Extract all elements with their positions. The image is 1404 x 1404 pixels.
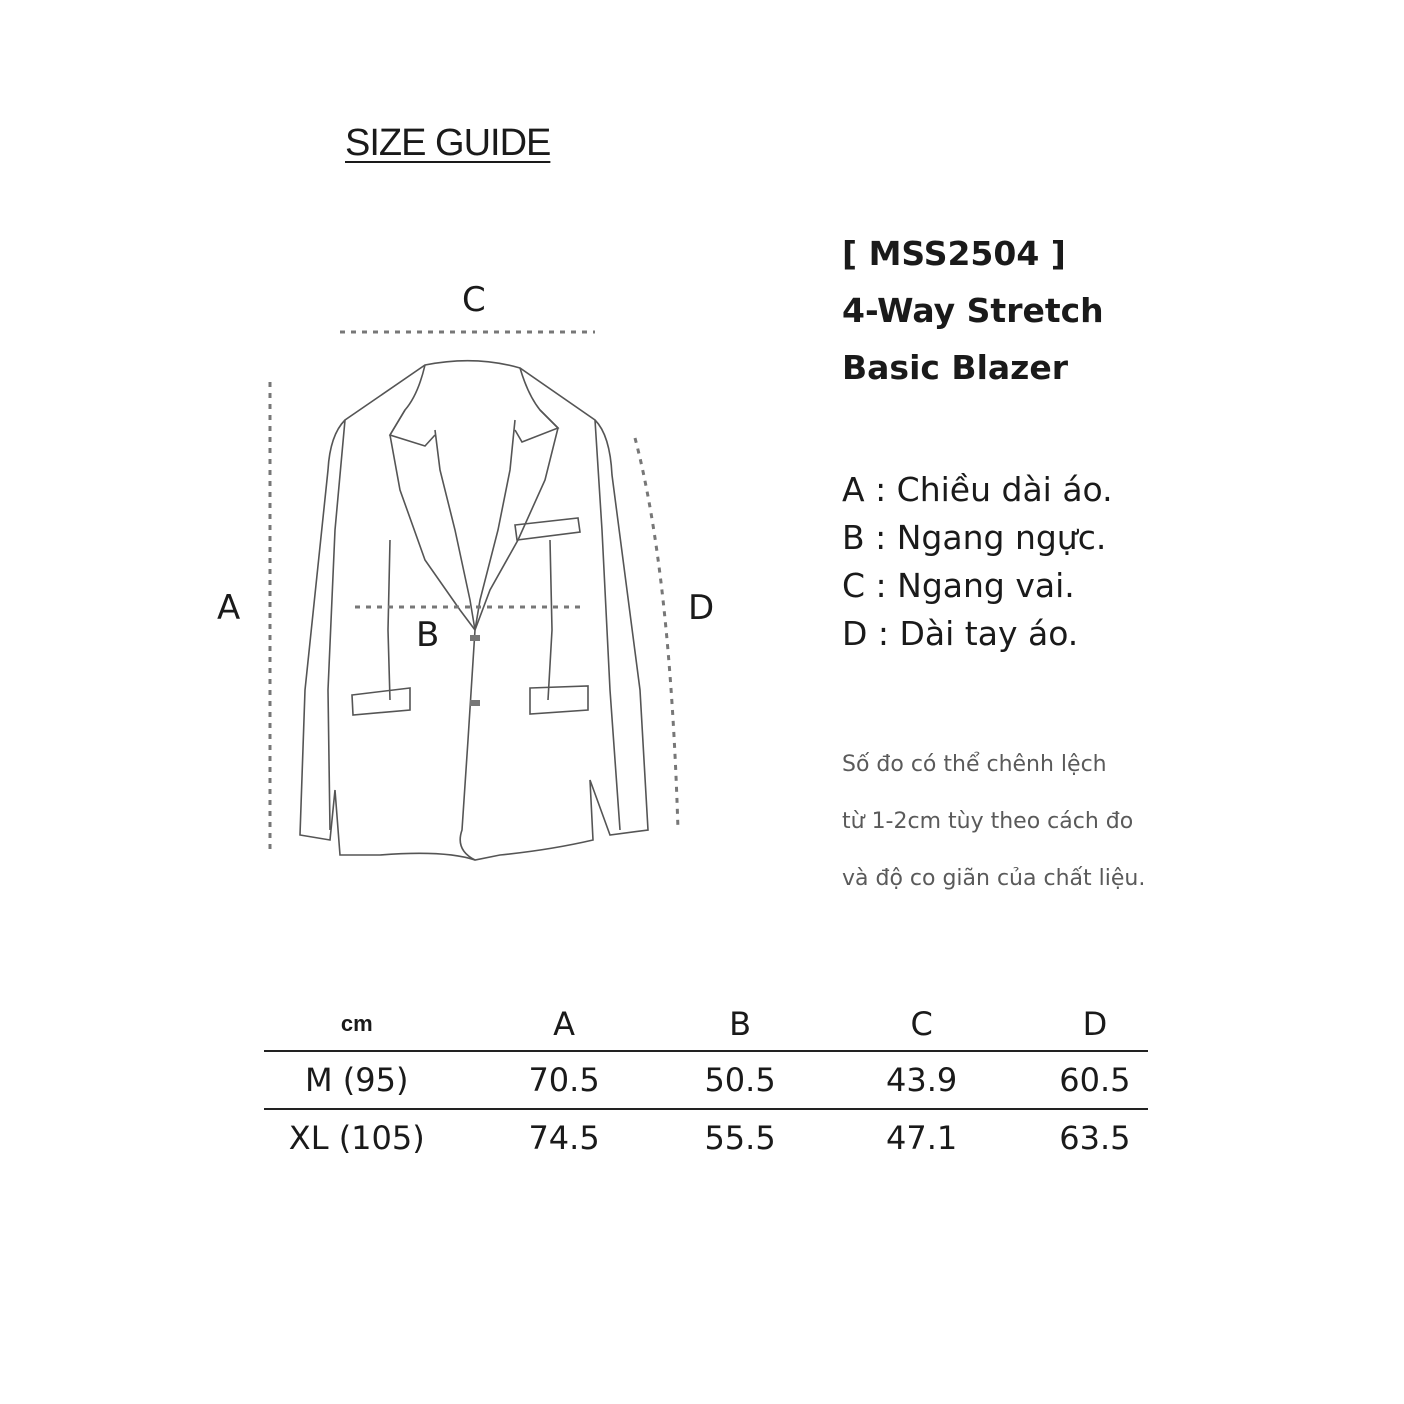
- row-value-a: 74.5: [528, 1119, 600, 1157]
- measurement-note: [842, 736, 1145, 907]
- dimension-label-a: A: [217, 588, 241, 628]
- header-unit: cm: [340, 1011, 373, 1036]
- size-table: [264, 998, 1148, 1166]
- note-line: Số đo có thể chênh lệch: [842, 752, 1107, 777]
- dimension-label-d: D: [688, 588, 715, 628]
- legend-item-c: C : Ngang vai.: [842, 566, 1075, 605]
- row-size: XL (105): [288, 1119, 425, 1157]
- dimension-label-c: C: [462, 280, 486, 320]
- header-c: C: [910, 1005, 933, 1043]
- dimension-label-b: B: [416, 615, 440, 655]
- table-row: [264, 1109, 1148, 1166]
- table-header-row: [264, 998, 1148, 1051]
- row-value-b: 50.5: [704, 1061, 776, 1099]
- row-value-d: 63.5: [1059, 1119, 1131, 1157]
- blazer-diagram: [200, 270, 760, 910]
- page-title: SIZE GUIDE: [345, 122, 551, 164]
- header-b: B: [729, 1005, 752, 1043]
- header-a: A: [553, 1005, 575, 1043]
- header-d: D: [1082, 1005, 1108, 1043]
- note-line: từ 1-2cm tùy theo cách đo: [842, 809, 1134, 834]
- note-line: và độ co giãn của chất liệu.: [842, 866, 1146, 891]
- product-name-line1: 4-Way Stretch: [842, 291, 1104, 330]
- legend-item-d: D : Dài tay áo.: [842, 614, 1079, 653]
- product-code: [ MSS2504 ]: [842, 234, 1066, 273]
- row-value-c: 43.9: [886, 1061, 958, 1099]
- legend-item-b: B : Ngang ngực.: [842, 518, 1107, 557]
- row-value-c: 47.1: [886, 1119, 958, 1157]
- legend-item-a: A : Chiều dài áo.: [842, 470, 1113, 509]
- measurement-legend: [842, 466, 1113, 658]
- table-row: [264, 1051, 1148, 1109]
- row-value-d: 60.5: [1059, 1061, 1131, 1099]
- row-value-b: 55.5: [704, 1119, 776, 1157]
- blazer-illustration: [200, 270, 760, 910]
- row-size: M (95): [305, 1061, 409, 1099]
- product-name-line2: Basic Blazer: [842, 348, 1069, 387]
- row-value-a: 70.5: [528, 1061, 600, 1099]
- product-info: [842, 225, 1104, 396]
